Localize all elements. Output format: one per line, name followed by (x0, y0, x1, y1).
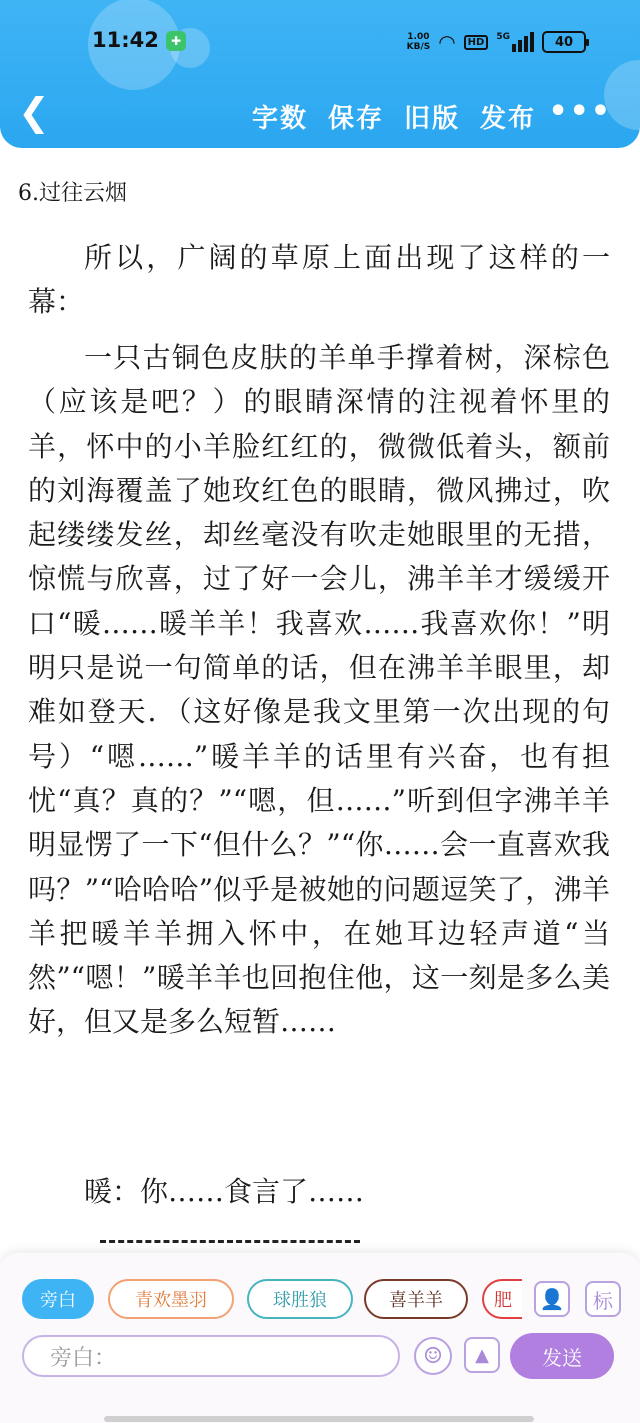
publish-button[interactable]: 发布 (479, 104, 536, 134)
emoji-icon[interactable]: ☺ (414, 1337, 452, 1375)
network-speed-value: 1.00 (407, 32, 430, 42)
status-indicators (407, 30, 586, 54)
save-button[interactable]: 保存 (327, 104, 384, 134)
network-speed-unit: KB/S (406, 42, 431, 52)
nav-actions (252, 98, 536, 135)
message-input[interactable] (22, 1335, 400, 1377)
story-content[interactable] (0, 148, 640, 1253)
more-options-icon[interactable]: ••• (548, 94, 612, 129)
composer-panel (0, 1253, 640, 1423)
top-header (0, 0, 640, 148)
image-icon[interactable]: ▲ (464, 1337, 500, 1373)
hd-badge: HD (464, 35, 489, 50)
role-chip-narrator[interactable]: 旁白 (22, 1279, 94, 1319)
word-count-button[interactable]: 字数 (251, 104, 308, 134)
wifi-icon: ◠ (438, 30, 456, 54)
role-chip-qinghuan[interactable]: 青欢墨羽 (108, 1279, 234, 1319)
mark-button[interactable]: 标 (585, 1281, 621, 1317)
nav-bar (0, 80, 640, 148)
home-indicator (104, 1416, 534, 1422)
back-chevron-icon[interactable]: ❮ (18, 90, 50, 134)
signal-type: 5G (496, 32, 510, 42)
network-speed (407, 32, 431, 52)
status-bar (0, 0, 640, 80)
send-button[interactable]: 发送 (510, 1333, 614, 1379)
battery-icon (542, 31, 586, 53)
story-paragraph: 一只古铜色皮肤的羊单手撑着树，深棕色（应该是吧？）的眼睛深情的注视着怀里的羊，怀中的小羊脸红红的，微微低着头，额前的刘海覆盖了她玫红色的眼睛，微风拂过，吹起缕缕发丝，却丝毫没有吹走她眼里的无措，惊慌与欣喜，过了好一会儿，沸羊羊才缓缓开口“暖……暖羊羊！我喜欢……我喜欢你！”明明只是说一句简单的话，但在沸羊羊眼里，却难如登天．（这好像是我文里第一次出现的句号）“嗯……”暖羊羊的话里有兴奋，也有担忧“真？真的？”“嗯，但……”听到但字沸羊羊明显愣了一下“但什么？”“你……会一直喜欢我吗？”“哈哈哈”似乎是被她的问题逗笑了，沸羊羊把暖羊羊拥入怀中，在她耳边轻声道“当然”“嗯！”暖羊羊也回抱住他，这一刻是多么美好，但又是多么短暂…… (28, 341, 610, 1039)
shield-icon: ✚ (166, 31, 186, 51)
status-time: 11:42 (92, 28, 159, 52)
dashed-divider (100, 1240, 360, 1244)
battery-level: 40 (554, 34, 574, 50)
chapter-title: 6.过往云烟 (18, 181, 127, 206)
person-icon[interactable]: 👤 (534, 1281, 570, 1317)
cell-signal-icon (496, 32, 534, 52)
story-paragraph: 所以，广阔的草原上面出现了这样的一幕： (28, 241, 610, 319)
old-version-button[interactable]: 旧版 (403, 104, 460, 134)
role-chip-partial[interactable]: 肥 (482, 1279, 522, 1319)
role-chip-qiusheng[interactable]: 球胜狼 (247, 1279, 353, 1319)
story-paragraph: 暖：你……食言了…… (84, 1175, 365, 1208)
role-chip-xiyangyang[interactable]: 喜羊羊 (364, 1279, 468, 1319)
message-input-placeholder: 旁白： (50, 1345, 117, 1371)
